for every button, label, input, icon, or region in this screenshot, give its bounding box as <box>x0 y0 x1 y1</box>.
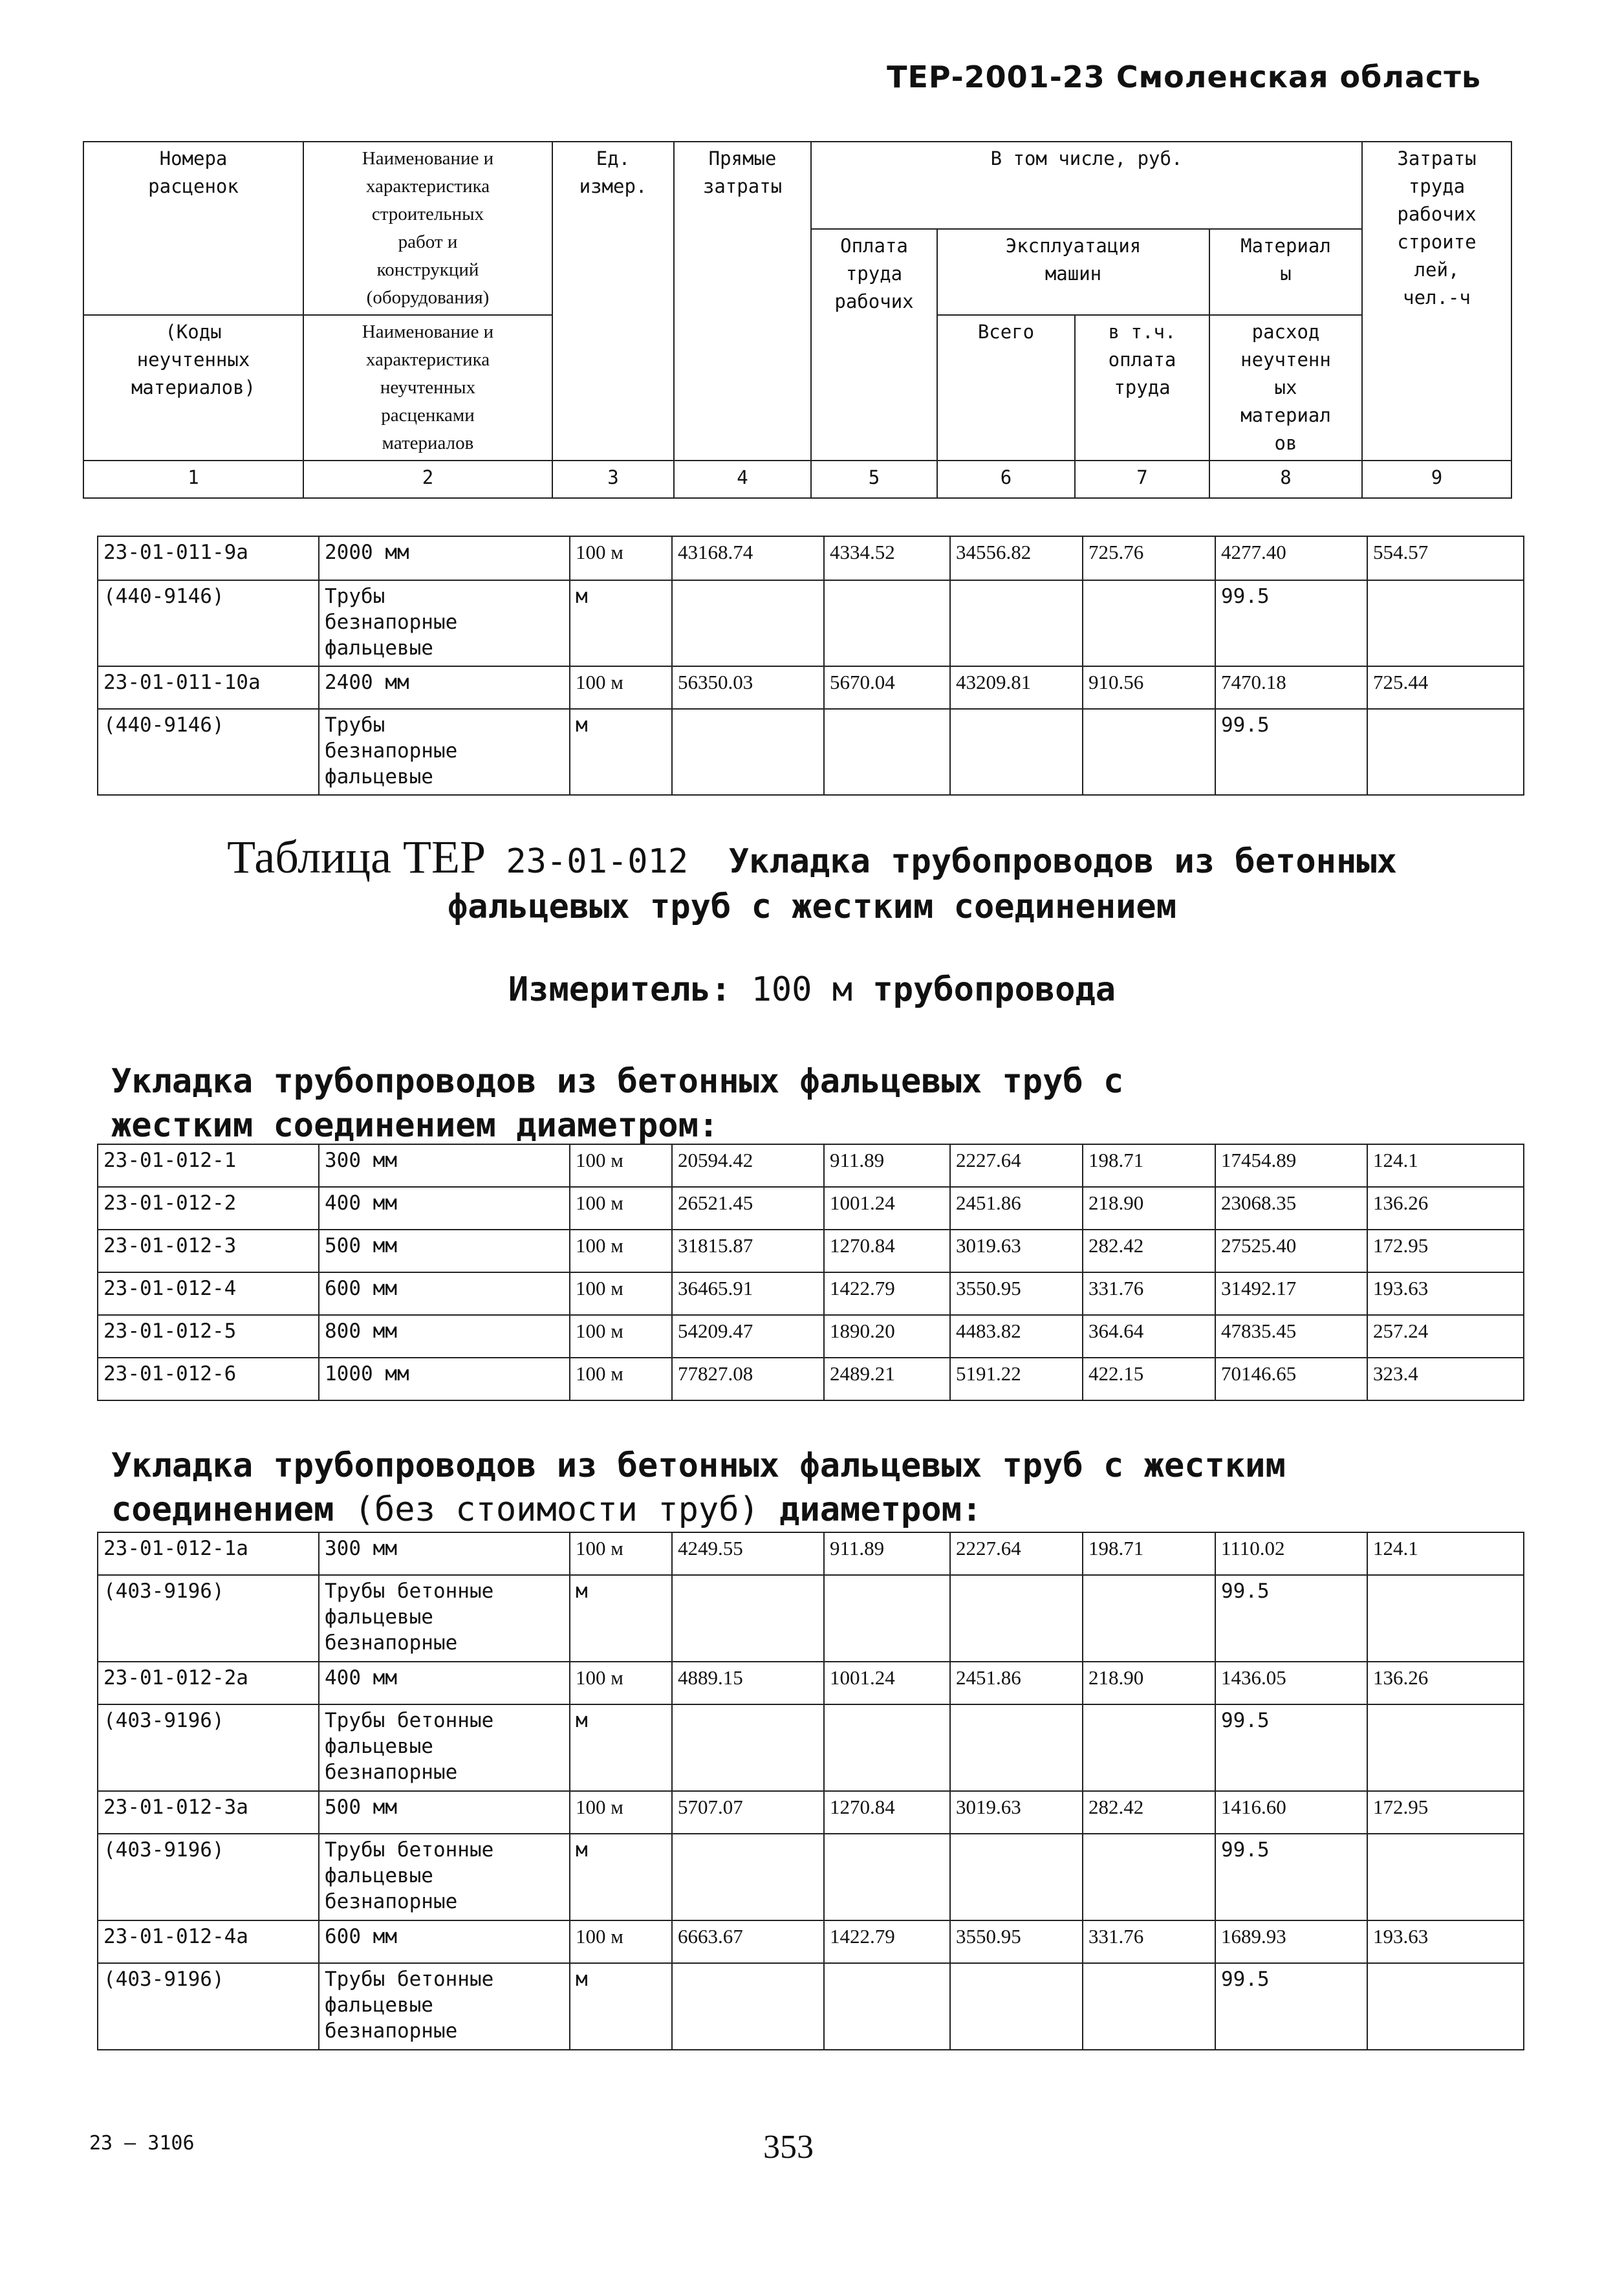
direct-costs: 26521.45 <box>672 1187 824 1230</box>
materials: 47835.45 <box>1215 1315 1367 1358</box>
machines-pay: 910.56 <box>1083 666 1215 709</box>
machines-total: 2227.64 <box>950 1144 1083 1187</box>
unit: м <box>570 1704 672 1791</box>
unit: м <box>570 1575 672 1662</box>
section-heading-line: жестким соединением диаметром: <box>111 1106 719 1145</box>
material-consumption: 99.5 <box>1215 1963 1367 2050</box>
material-consumption: 99.5 <box>1215 709 1367 795</box>
worker-pay: 1270.84 <box>824 1230 950 1272</box>
header-unit: Ед. измер. <box>552 142 674 461</box>
machines-pay: 218.90 <box>1083 1187 1215 1230</box>
labor-costs: 124.1 <box>1367 1144 1524 1187</box>
machines-pay: 198.71 <box>1083 1532 1215 1575</box>
work-name: 2000 мм <box>319 536 570 580</box>
material-code: (403-9196) <box>98 1963 319 2050</box>
materials: 1416.60 <box>1215 1791 1367 1834</box>
unit: 100 м <box>570 1230 672 1272</box>
empty-cell <box>824 1704 950 1791</box>
machines-total: 3019.63 <box>950 1791 1083 1834</box>
machines-pay: 198.71 <box>1083 1144 1215 1187</box>
unit: м <box>570 1963 672 2050</box>
work-name: 1000 мм <box>319 1358 570 1400</box>
direct-costs: 54209.47 <box>672 1315 824 1358</box>
header-machines-pay: в т.ч. оплата труда <box>1075 315 1209 461</box>
unit: 100 м <box>570 1187 672 1230</box>
empty-cell <box>1367 1704 1524 1791</box>
section-heading-1 <box>111 1060 1534 1147</box>
empty-cell <box>950 1963 1083 2050</box>
header-direct-costs: Прямые затраты <box>674 142 811 461</box>
machines-total: 4483.82 <box>950 1315 1083 1358</box>
material-name: Трубы бетонные фальцевые безнапорные <box>319 1575 570 1662</box>
machines-total: 3550.95 <box>950 1272 1083 1315</box>
machines-total: 2227.64 <box>950 1532 1083 1575</box>
material-name: Трубы бетонные фальцевые безнапорные <box>319 1963 570 2050</box>
measure-line <box>0 970 1624 1009</box>
material-name: Трубы бетонные фальцевые безнапорные <box>319 1704 570 1791</box>
document-header: ТЕР-2001-23 Смоленская область <box>887 60 1481 94</box>
measure-label: Измеритель: <box>508 970 731 1009</box>
rates-table-with-pipes <box>97 1144 1524 1401</box>
column-number: 4 <box>674 461 811 498</box>
rate-code: 23-01-012-2 <box>98 1187 319 1230</box>
machines-pay: 422.15 <box>1083 1358 1215 1400</box>
labor-costs: 257.24 <box>1367 1315 1524 1358</box>
header-rate-number: Номера расценок <box>83 142 303 315</box>
labor-costs: 124.1 <box>1367 1532 1524 1575</box>
material-name: Трубы безнапорные фальцевые <box>319 709 570 795</box>
direct-costs: 20594.42 <box>672 1144 824 1187</box>
unit: 100 м <box>570 1144 672 1187</box>
empty-cell <box>1083 580 1215 666</box>
worker-pay: 5670.04 <box>824 666 950 709</box>
material-code: (403-9196) <box>98 1575 319 1662</box>
header-unaccounted-materials: расход неучтенн ых материал ов <box>1209 315 1362 461</box>
material-code: (440-9146) <box>98 580 319 666</box>
column-number: 6 <box>937 461 1075 498</box>
material-code: (403-9196) <box>98 1704 319 1791</box>
empty-cell <box>824 1963 950 2050</box>
header-worker-pay: Оплата труда рабочих <box>811 229 937 461</box>
rate-code: 23-01-012-1 <box>98 1144 319 1187</box>
work-name: 600 мм <box>319 1920 570 1963</box>
empty-cell <box>950 580 1083 666</box>
measure-unit: трубопровода <box>872 970 1116 1009</box>
rate-code: 23-01-012-3а <box>98 1791 319 1834</box>
column-number: 5 <box>811 461 937 498</box>
empty-cell <box>1367 1963 1524 2050</box>
worker-pay: 1270.84 <box>824 1791 950 1834</box>
unit: 100 м <box>570 1920 672 1963</box>
table-title-line1: Укладка трубопроводов из бетонных <box>728 842 1397 881</box>
work-name: 400 мм <box>319 1187 570 1230</box>
empty-cell <box>1083 1963 1215 2050</box>
empty-cell <box>1367 709 1524 795</box>
empty-cell <box>1367 580 1524 666</box>
empty-cell <box>672 1575 824 1662</box>
empty-cell <box>672 580 824 666</box>
column-header-table <box>83 141 1512 499</box>
rate-code: 23-01-012-4а <box>98 1920 319 1963</box>
unit: 100 м <box>570 536 672 580</box>
labor-costs: 323.4 <box>1367 1358 1524 1400</box>
worker-pay: 1422.79 <box>824 1920 950 1963</box>
worker-pay: 911.89 <box>824 1532 950 1575</box>
direct-costs: 6663.67 <box>672 1920 824 1963</box>
material-name: Трубы безнапорные фальцевые <box>319 580 570 666</box>
materials: 4277.40 <box>1215 536 1367 580</box>
rates-table-continuation <box>97 536 1524 796</box>
header-work-name: Наименование и характеристика строительных работ и конструкций (оборудования) <box>303 142 552 315</box>
empty-cell <box>824 1575 950 1662</box>
column-number: 2 <box>303 461 552 498</box>
machines-total: 34556.82 <box>950 536 1083 580</box>
direct-costs: 56350.03 <box>672 666 824 709</box>
empty-cell <box>824 1834 950 1920</box>
section-heading-part: соединением <box>111 1490 334 1529</box>
machines-pay: 282.42 <box>1083 1791 1215 1834</box>
machines-pay: 725.76 <box>1083 536 1215 580</box>
direct-costs: 36465.91 <box>672 1272 824 1315</box>
rate-code: 23-01-012-6 <box>98 1358 319 1400</box>
column-number: 3 <box>552 461 674 498</box>
material-consumption: 99.5 <box>1215 1834 1367 1920</box>
labor-costs: 136.26 <box>1367 1187 1524 1230</box>
empty-cell <box>672 1834 824 1920</box>
labor-costs: 136.26 <box>1367 1662 1524 1704</box>
direct-costs: 77827.08 <box>672 1358 824 1400</box>
work-name: 2400 мм <box>319 666 570 709</box>
measure-value: 100 м <box>751 970 853 1009</box>
empty-cell <box>672 1963 824 2050</box>
material-consumption: 99.5 <box>1215 1704 1367 1791</box>
direct-costs: 5707.07 <box>672 1791 824 1834</box>
materials: 17454.89 <box>1215 1144 1367 1187</box>
direct-costs: 31815.87 <box>672 1230 824 1272</box>
machines-total: 3019.63 <box>950 1230 1083 1272</box>
header-machines: Эксплуатация машин <box>937 229 1209 315</box>
machines-pay: 331.76 <box>1083 1920 1215 1963</box>
unit: 100 м <box>570 1662 672 1704</box>
labor-costs: 193.63 <box>1367 1272 1524 1315</box>
work-name: 300 мм <box>319 1532 570 1575</box>
materials: 1436.05 <box>1215 1662 1367 1704</box>
materials: 27525.40 <box>1215 1230 1367 1272</box>
unit: 100 м <box>570 666 672 709</box>
worker-pay: 1001.24 <box>824 1187 950 1230</box>
machines-pay: 218.90 <box>1083 1662 1215 1704</box>
section-heading-part: диаметром: <box>779 1490 982 1529</box>
materials: 7470.18 <box>1215 666 1367 709</box>
materials: 23068.35 <box>1215 1187 1367 1230</box>
materials: 1110.02 <box>1215 1532 1367 1575</box>
worker-pay: 1001.24 <box>824 1662 950 1704</box>
empty-cell <box>950 1704 1083 1791</box>
machines-pay: 364.64 <box>1083 1315 1215 1358</box>
rate-code: 23-01-012-3 <box>98 1230 319 1272</box>
machines-total: 3550.95 <box>950 1920 1083 1963</box>
machines-total: 2451.86 <box>950 1187 1083 1230</box>
material-consumption: 99.5 <box>1215 580 1367 666</box>
machines-total: 43209.81 <box>950 666 1083 709</box>
labor-costs: 725.44 <box>1367 666 1524 709</box>
empty-cell <box>824 709 950 795</box>
unit: м <box>570 580 672 666</box>
unit: м <box>570 709 672 795</box>
work-name: 300 мм <box>319 1144 570 1187</box>
unit: 100 м <box>570 1315 672 1358</box>
empty-cell <box>672 1704 824 1791</box>
column-number: 1 <box>83 461 303 498</box>
section-heading-line: Укладка трубопроводов из бетонных фальцевых труб с жестким <box>111 1446 1286 1485</box>
unit: 100 м <box>570 1791 672 1834</box>
empty-cell <box>1367 1575 1524 1662</box>
column-number: 7 <box>1075 461 1209 498</box>
table-title-line2: фальцевых труб с жестким соединением <box>447 887 1177 926</box>
column-number: 8 <box>1209 461 1362 498</box>
empty-cell <box>1083 1704 1215 1791</box>
machines-total: 5191.22 <box>950 1358 1083 1400</box>
header-labor-costs: Затраты труда рабочих строите лей, чел.-ч <box>1362 142 1511 461</box>
page-number: 353 <box>763 2129 814 2166</box>
rate-code: 23-01-012-1а <box>98 1532 319 1575</box>
materials: 70146.65 <box>1215 1358 1367 1400</box>
header-material-name: Наименование и характеристика неучтенных расценками материалов <box>303 315 552 461</box>
section-heading-line: Укладка трубопроводов из бетонных фальцевых труб с <box>111 1062 1124 1101</box>
work-name: 500 мм <box>319 1230 570 1272</box>
empty-cell <box>1367 1834 1524 1920</box>
material-code: (403-9196) <box>98 1834 319 1920</box>
rate-code: 23-01-011-9а <box>98 536 319 580</box>
rate-code: 23-01-012-5 <box>98 1315 319 1358</box>
unit: 100 м <box>570 1532 672 1575</box>
direct-costs: 4889.15 <box>672 1662 824 1704</box>
labor-costs: 172.95 <box>1367 1230 1524 1272</box>
empty-cell <box>1083 709 1215 795</box>
work-name: 800 мм <box>319 1315 570 1358</box>
empty-cell <box>1083 1834 1215 1920</box>
direct-costs: 43168.74 <box>672 536 824 580</box>
section-heading-note: (без стоимости труб) <box>354 1490 759 1529</box>
machines-total: 2451.86 <box>950 1662 1083 1704</box>
table-title <box>0 831 1624 929</box>
worker-pay: 4334.52 <box>824 536 950 580</box>
worker-pay: 1890.20 <box>824 1315 950 1358</box>
worker-pay: 2489.21 <box>824 1358 950 1400</box>
work-name: 500 мм <box>319 1791 570 1834</box>
header-materials: Материал ы <box>1209 229 1362 315</box>
labor-costs: 172.95 <box>1367 1791 1524 1834</box>
worker-pay: 911.89 <box>824 1144 950 1187</box>
empty-cell <box>950 1575 1083 1662</box>
empty-cell <box>824 580 950 666</box>
labor-costs: 193.63 <box>1367 1920 1524 1963</box>
materials: 31492.17 <box>1215 1272 1367 1315</box>
work-name: 600 мм <box>319 1272 570 1315</box>
rate-code: 23-01-012-2а <box>98 1662 319 1704</box>
labor-costs: 554.57 <box>1367 536 1524 580</box>
unit: 100 м <box>570 1358 672 1400</box>
machines-pay: 282.42 <box>1083 1230 1215 1272</box>
rates-table-without-pipes <box>97 1532 1524 2050</box>
material-code: (440-9146) <box>98 709 319 795</box>
machines-pay: 331.76 <box>1083 1272 1215 1315</box>
rate-code: 23-01-012-4 <box>98 1272 319 1315</box>
work-name: 400 мм <box>319 1662 570 1704</box>
empty-cell <box>950 709 1083 795</box>
empty-cell <box>1083 1575 1215 1662</box>
unit: м <box>570 1834 672 1920</box>
empty-cell <box>672 709 824 795</box>
table-code: 23-01-012 <box>506 842 689 881</box>
unit: 100 м <box>570 1272 672 1315</box>
table-title-prefix: Таблица ТЕР <box>227 831 486 883</box>
column-number: 9 <box>1362 461 1511 498</box>
material-name: Трубы бетонные фальцевые безнапорные <box>319 1834 570 1920</box>
header-material-codes: (Коды неучтенных материалов) <box>83 315 303 461</box>
direct-costs: 4249.55 <box>672 1532 824 1575</box>
worker-pay: 1422.79 <box>824 1272 950 1315</box>
section-heading-2 <box>111 1444 1534 1532</box>
header-machines-total: Всего <box>937 315 1075 461</box>
materials: 1689.93 <box>1215 1920 1367 1963</box>
footer-code: 23 – 3106 <box>89 2132 195 2155</box>
material-consumption: 99.5 <box>1215 1575 1367 1662</box>
rate-code: 23-01-011-10а <box>98 666 319 709</box>
header-including: В том числе, руб. <box>811 142 1362 229</box>
empty-cell <box>950 1834 1083 1920</box>
